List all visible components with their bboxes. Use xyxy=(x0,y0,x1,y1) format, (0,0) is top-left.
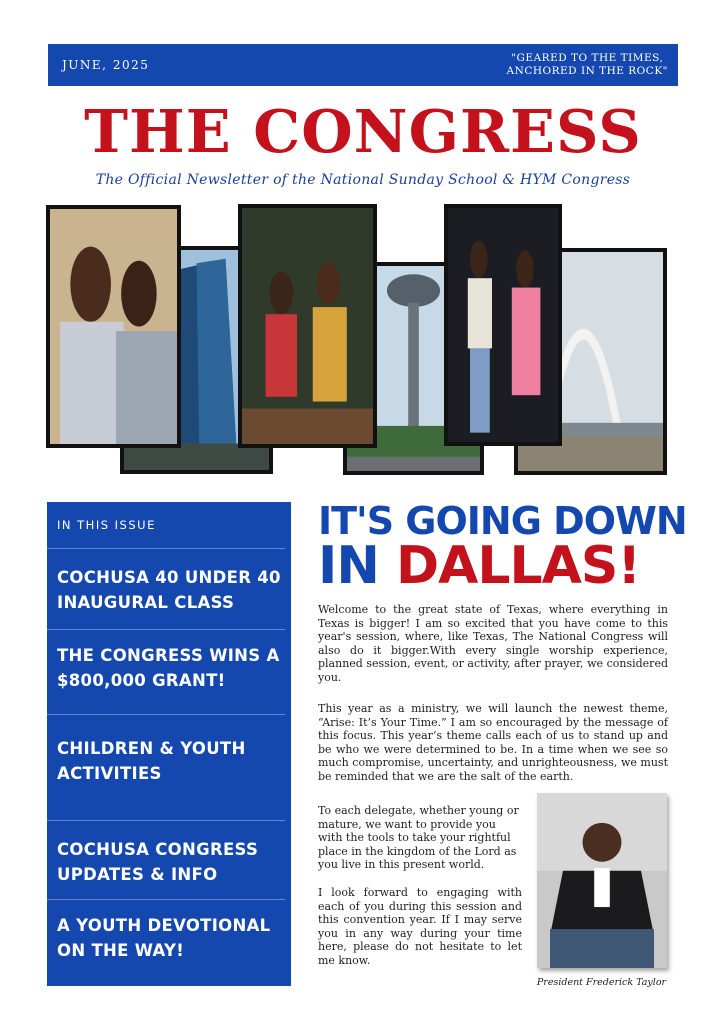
motto-line-1: "GEARED TO THE TIMES, xyxy=(511,52,664,64)
issue-date: JUNE, 2025 xyxy=(62,58,150,72)
issue-item-40-under-40[interactable] xyxy=(57,565,285,615)
issue-item-line: COCHUSA 40 UNDER 40 xyxy=(57,568,281,587)
motto-line-2: ANCHORED IN THE ROCK" xyxy=(506,65,668,77)
divider xyxy=(47,629,285,630)
headline-in: IN xyxy=(318,536,379,596)
president-portrait xyxy=(537,793,667,968)
divider xyxy=(47,899,285,900)
issue-item-line: ON THE WAY! xyxy=(57,941,185,960)
issue-item-children-youth[interactable] xyxy=(57,736,285,786)
singers-photo xyxy=(444,204,562,446)
article-headline-line-1: IT'S GOING DOWN xyxy=(318,499,687,543)
issue-item-grant[interactable] xyxy=(57,643,285,693)
article-paragraph-4: I look forward to engaging with each of you during this session and this convention year. If I may serve you in any way during your time here, please do not hesitate to let me know. xyxy=(318,886,522,967)
in-this-issue-label: IN THIS ISSUE xyxy=(57,518,156,532)
issue-item-line: UPDATES & INFO xyxy=(57,865,218,884)
issue-item-line: INAUGURAL CLASS xyxy=(57,593,235,612)
divider xyxy=(47,820,285,821)
issue-item-line: ACTIVITIES xyxy=(57,764,162,783)
issue-item-line: $800,000 GRANT! xyxy=(57,671,226,690)
youth-delegates-photo xyxy=(46,205,181,448)
issue-item-line: CHILDREN & YOUTH xyxy=(57,739,246,758)
divider xyxy=(47,714,285,715)
issue-item-line: COCHUSA CONGRESS xyxy=(57,840,259,859)
issue-item-youth-devotional[interactable] xyxy=(57,913,285,963)
newsletter-title: THE CONGRESS xyxy=(84,97,642,166)
motto xyxy=(507,52,668,78)
article-paragraph-1: Welcome to the great state of Texas, where everything in Texas is bigger! I am so excited that you have come to this year's session, where, like Texas, The National Congress will also do it bigger.With every single worship experience, planned session, event, or activity, after prayer, we considered you. xyxy=(318,603,668,684)
newsletter-subtitle: The Official Newsletter of the National Sunday School & HYM Congress xyxy=(95,172,631,188)
portrait-caption: President Frederick Taylor xyxy=(536,977,667,988)
in-this-issue-panel xyxy=(47,502,291,986)
issue-item-congress-updates[interactable] xyxy=(57,837,285,887)
article-headline-line-2 xyxy=(318,536,640,596)
worship-dancers-photo xyxy=(238,204,377,448)
issue-item-line: A YOUTH DEVOTIONAL xyxy=(57,916,271,935)
divider xyxy=(47,548,285,549)
article-paragraph-3: To each delegate, whether young or mature, we want to provide you with the tools to take your rightful place in the kingdom of the Lord as you live in this present world. xyxy=(318,804,519,871)
article-paragraph-2: This year as a ministry, we will launch the newest theme, “Arise: It’s Your Time.” I am so encouraged by the message of this focus. This year’s theme calls each of us to stand up and be who we were determined to be. In a time when we see so much compromise, uncertainty, and unrighteousness, we must be reminded that we are the salt of the earth. xyxy=(318,702,668,783)
headline-dallas: DALLAS! xyxy=(395,536,641,596)
issue-item-line: THE CONGRESS WINS A xyxy=(57,646,280,665)
header-bar xyxy=(48,44,678,86)
